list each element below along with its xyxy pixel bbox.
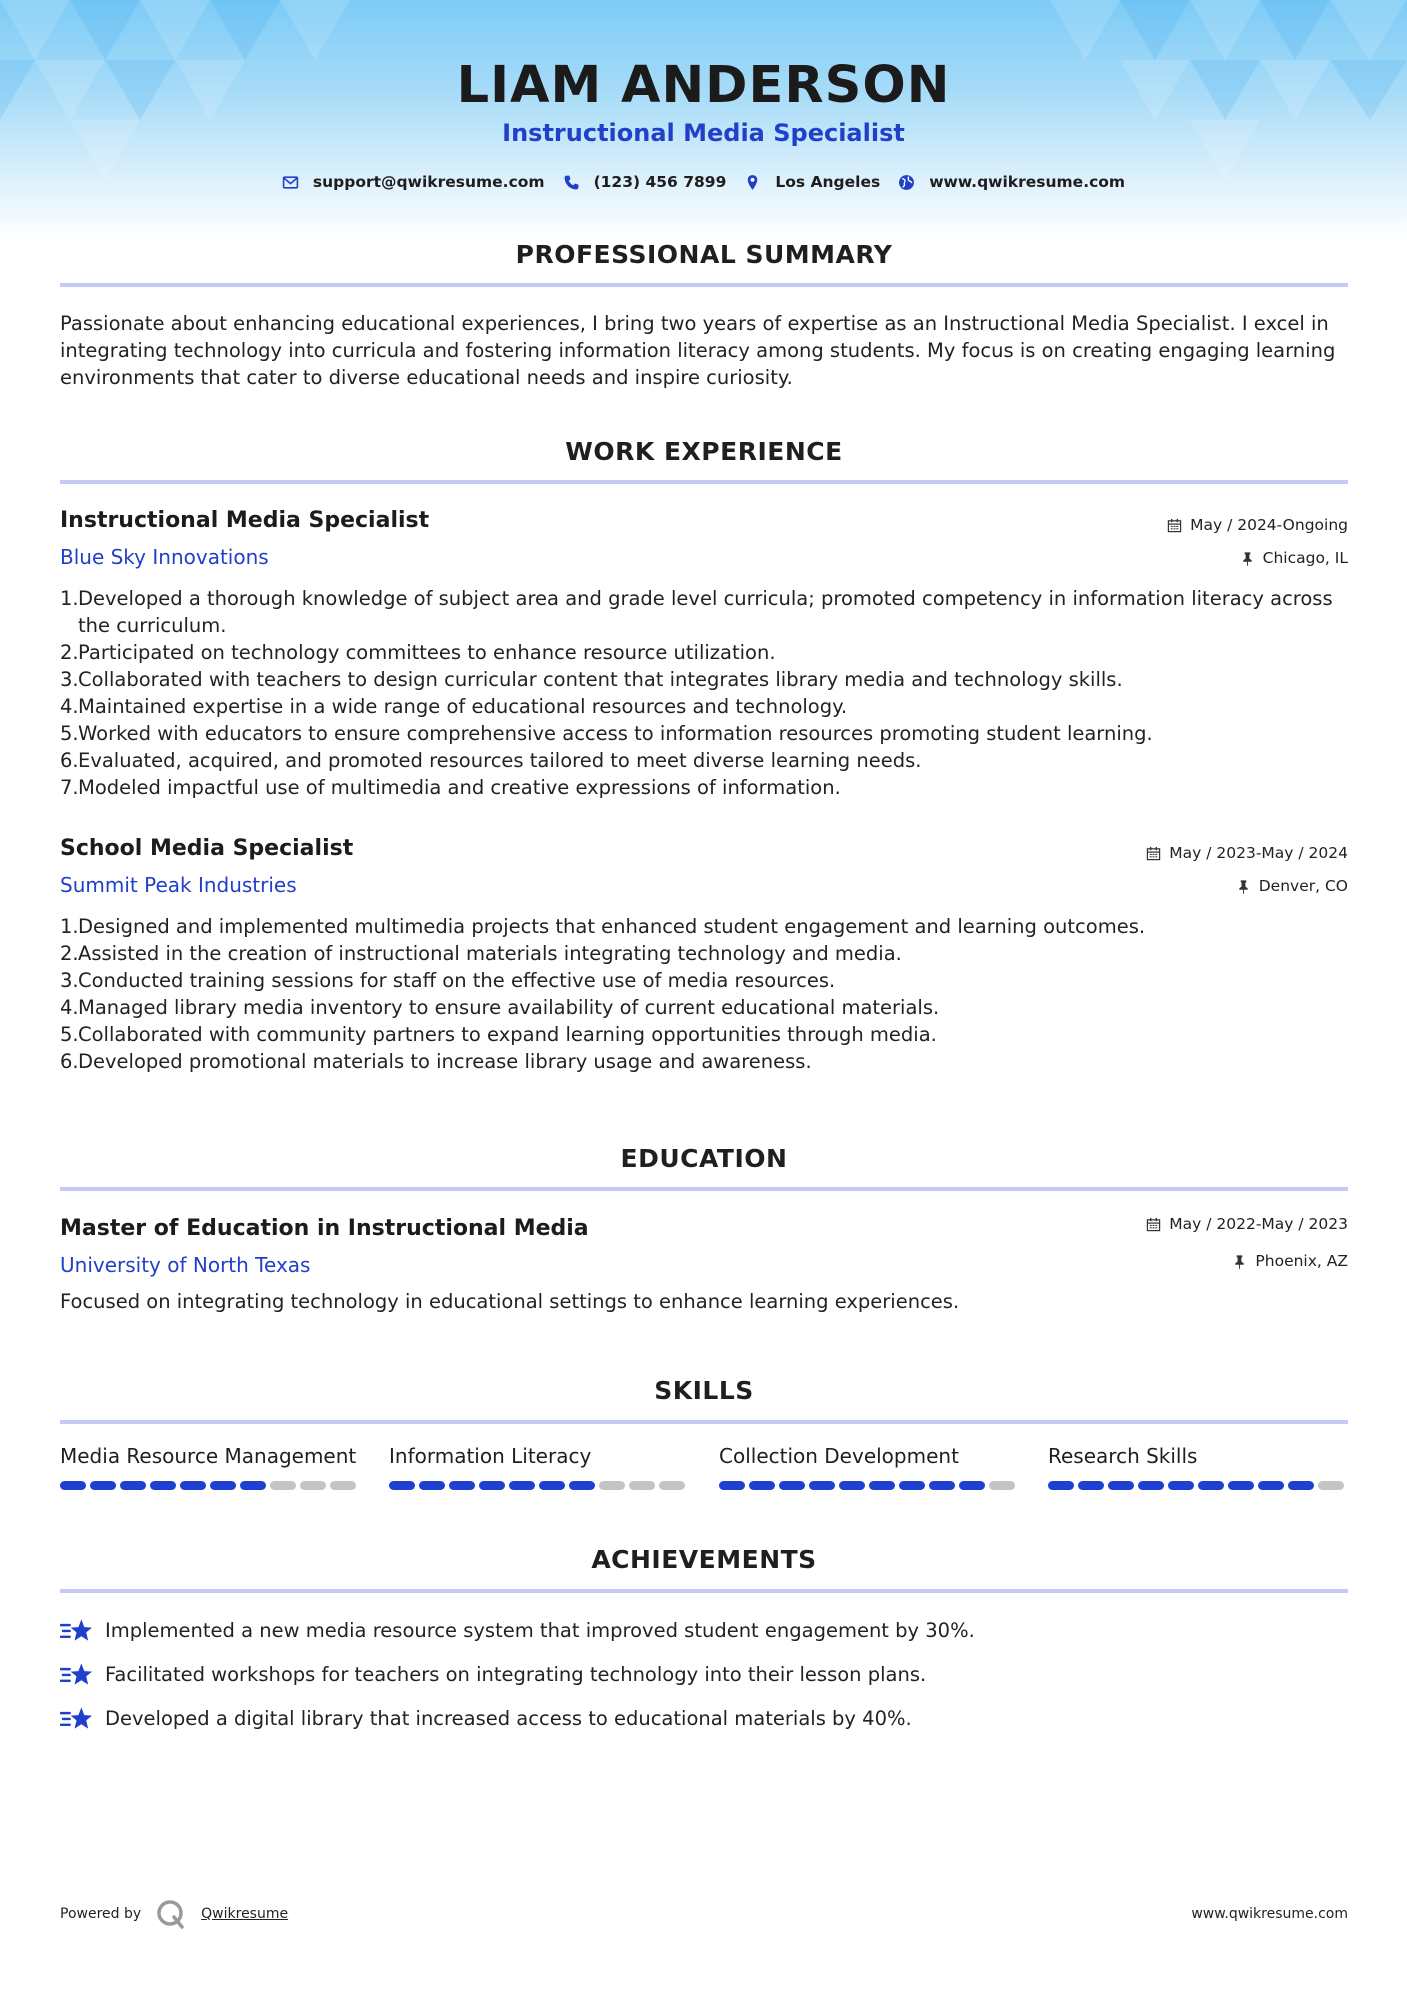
list-item: 4. Maintained expertise in a wide range of educational resources and technology.	[60, 695, 848, 718]
education-location-text: Phoenix, AZ	[1255, 1252, 1348, 1270]
job-location-text: Denver, CO	[1258, 877, 1348, 895]
skill-name: Information Literacy	[389, 1444, 592, 1468]
brand-link[interactable]: Qwikresume	[201, 1906, 289, 1922]
skill-segment-empty	[270, 1481, 296, 1490]
contact-email-text: support@qwikresume.com	[312, 173, 545, 191]
contact-phone-text: (123) 456 7899	[593, 173, 727, 191]
skill-item	[719, 1444, 1019, 1490]
pushpin-icon	[1232, 1254, 1247, 1269]
skill-name: Collection Development	[719, 1444, 959, 1468]
skill-segment-filled	[210, 1481, 236, 1490]
list-item: 5. Collaborated with community partners to expand learning opportunities through media.	[60, 1023, 937, 1046]
achievement-text: Facilitated workshops for teachers on integrating technology into their lesson plans.	[105, 1662, 927, 1686]
list-item: 4. Managed library media inventory to ensure availability of current educational materials.	[60, 996, 940, 1019]
job-location	[1240, 549, 1348, 567]
job-dates	[1167, 516, 1348, 534]
skill-segment-filled	[479, 1481, 505, 1490]
education-dates	[1146, 1215, 1348, 1233]
footer-powered-by	[60, 1898, 288, 1930]
skill-segment-filled	[60, 1481, 86, 1490]
education-description: Focused on integrating technology in educational settings to enhance learning experiences.	[60, 1290, 960, 1313]
skill-segment-filled	[869, 1481, 895, 1490]
skill-meter	[719, 1481, 1019, 1490]
list-item: 3. Collaborated with teachers to design curricular content that integrates library media and technology skills.	[60, 668, 1123, 691]
qwikresume-logo-icon	[155, 1898, 187, 1930]
skill-meter	[389, 1481, 689, 1490]
skills-heading: SKILLS	[654, 1376, 754, 1405]
calendar-icon	[1146, 1217, 1161, 1232]
list-item: 5. Worked with educators to ensure comprehensive access to information resources promoting student learning.	[60, 722, 1153, 745]
star-icon	[60, 1704, 93, 1732]
skill-segment-empty	[1318, 1481, 1344, 1490]
education-location	[1232, 1252, 1348, 1270]
skill-segment-filled	[1078, 1481, 1104, 1490]
skill-segment-filled	[120, 1481, 146, 1490]
skill-segment-filled	[509, 1481, 535, 1490]
job-dates-text: May / 2024-Ongoing	[1190, 516, 1348, 534]
skill-name: Media Resource Management	[60, 1444, 357, 1468]
skill-segment-empty	[659, 1481, 685, 1490]
job-dates-text: May / 2023-May / 2024	[1169, 844, 1348, 862]
education-divider	[60, 1187, 1348, 1191]
skill-meter	[60, 1481, 360, 1490]
calendar-icon	[1167, 518, 1182, 533]
skill-segment-empty	[599, 1481, 625, 1490]
achievement-text: Developed a digital library that increased access to educational materials by 40%.	[105, 1706, 912, 1730]
skill-segment-filled	[1288, 1481, 1314, 1490]
list-item: 1. Designed and implemented multimedia projects that enhanced student engagement and learning outcomes.	[60, 915, 1146, 938]
powered-by-label: Powered by	[60, 1906, 142, 1922]
candidate-name: LIAM ANDERSON	[456, 56, 951, 115]
list-item: 1. Developed a thorough knowledge of subject area and grade level curricula; promoted competency in information literacy across the curriculum.	[60, 587, 1333, 637]
skill-segment-filled	[1198, 1481, 1224, 1490]
skill-segment-filled	[959, 1481, 985, 1490]
job-title: School Media Specialist	[60, 836, 354, 861]
skill-item	[1048, 1444, 1348, 1490]
skill-segment-filled	[839, 1481, 865, 1490]
skill-segment-filled	[240, 1481, 266, 1490]
list-item: 2. Assisted in the creation of instructional materials integrating technology and media.	[60, 942, 902, 965]
pushpin-icon	[1240, 551, 1255, 566]
location-pin-icon	[744, 174, 761, 191]
skill-segment-filled	[90, 1481, 116, 1490]
summary-divider	[60, 283, 1348, 287]
list-item: 7. Modeled impactful use of multimedia and creative expressions of information.	[60, 776, 841, 799]
job-dates	[1146, 844, 1348, 862]
skill-segment-filled	[449, 1481, 475, 1490]
skill-segment-filled	[1228, 1481, 1254, 1490]
skill-segment-filled	[1138, 1481, 1164, 1490]
skill-segment-filled	[749, 1481, 775, 1490]
skill-segment-filled	[1258, 1481, 1284, 1490]
skill-name: Research Skills	[1048, 1444, 1198, 1468]
achievement-item	[60, 1660, 926, 1688]
skill-segment-filled	[1108, 1481, 1134, 1490]
school-name: University of North Texas	[60, 1253, 311, 1277]
calendar-icon	[1146, 846, 1161, 861]
envelope-icon	[282, 174, 299, 191]
degree-title: Master of Education in Instructional Media	[60, 1216, 589, 1241]
contact-bar	[0, 173, 1407, 191]
list-item: 6. Evaluated, acquired, and promoted resources tailored to meet diverse learning needs.	[60, 749, 922, 772]
skill-segment-empty	[330, 1481, 356, 1490]
skill-segment-filled	[1168, 1481, 1194, 1490]
skill-item	[389, 1444, 689, 1490]
education-dates-text: May / 2022-May / 2023	[1169, 1215, 1348, 1233]
job-location	[1236, 877, 1348, 895]
skill-segment-filled	[389, 1481, 415, 1490]
skill-segment-filled	[539, 1481, 565, 1490]
achievements-heading: ACHIEVEMENTS	[591, 1545, 817, 1574]
education-heading: EDUCATION	[620, 1144, 788, 1173]
skill-segment-empty	[629, 1481, 655, 1490]
globe-icon	[898, 174, 915, 191]
pushpin-icon	[1236, 879, 1251, 894]
summary-text: Passionate about enhancing educational experiences, I bring two years of expertise as an Instructional Media Specialist. I excel in integrating technology into curricula and fostering information literacy among students. My focus is on creating engaging learning environments that cater to diverse educational needs and inspire curiosity.	[60, 312, 1336, 389]
achievement-item	[60, 1704, 912, 1732]
skill-segment-empty	[989, 1481, 1015, 1490]
skill-segment-filled	[150, 1481, 176, 1490]
contact-website-text: www.qwikresume.com	[929, 173, 1126, 191]
job-location-text: Chicago, IL	[1262, 549, 1348, 567]
skill-segment-empty	[300, 1481, 326, 1490]
skill-segment-filled	[180, 1481, 206, 1490]
experience-divider	[60, 480, 1348, 484]
job-company: Blue Sky Innovations	[60, 545, 269, 569]
star-icon	[60, 1616, 93, 1644]
contact-email[interactable]	[282, 173, 545, 191]
experience-heading: WORK EXPERIENCE	[565, 437, 843, 466]
achievements-divider	[60, 1589, 1348, 1593]
skill-meter	[1048, 1481, 1348, 1490]
achievement-text: Implemented a new media resource system that improved student engagement by 30%.	[105, 1618, 975, 1642]
skill-segment-filled	[419, 1481, 445, 1490]
contact-location	[744, 173, 880, 191]
skill-segment-filled	[929, 1481, 955, 1490]
skill-segment-filled	[719, 1481, 745, 1490]
achievement-item	[60, 1616, 975, 1644]
skills-divider	[60, 1420, 1348, 1424]
contact-website[interactable]	[898, 173, 1125, 191]
skill-segment-filled	[1048, 1481, 1074, 1490]
skill-segment-filled	[809, 1481, 835, 1490]
skill-segment-filled	[779, 1481, 805, 1490]
skill-item	[60, 1444, 360, 1490]
footer-url[interactable]: www.qwikresume.com	[1191, 1906, 1348, 1922]
job-bullets	[60, 585, 1350, 801]
candidate-role: Instructional Media Specialist	[502, 119, 905, 147]
list-item: 6. Developed promotional materials to increase library usage and awareness.	[60, 1050, 812, 1073]
skill-segment-filled	[899, 1481, 925, 1490]
job-title: Instructional Media Specialist	[60, 508, 430, 533]
contact-phone[interactable]	[563, 173, 727, 191]
skill-segment-filled	[569, 1481, 595, 1490]
job-company: Summit Peak Industries	[60, 873, 297, 897]
phone-icon	[563, 174, 580, 191]
job-bullets	[60, 913, 1350, 1075]
star-icon	[60, 1660, 93, 1688]
list-item: 3. Conducted training sessions for staff on the effective use of media resources.	[60, 969, 836, 992]
contact-location-text: Los Angeles	[775, 173, 881, 191]
list-item: 2. Participated on technology committees to enhance resource utilization.	[60, 641, 776, 664]
summary-heading: PROFESSIONAL SUMMARY	[515, 240, 893, 269]
